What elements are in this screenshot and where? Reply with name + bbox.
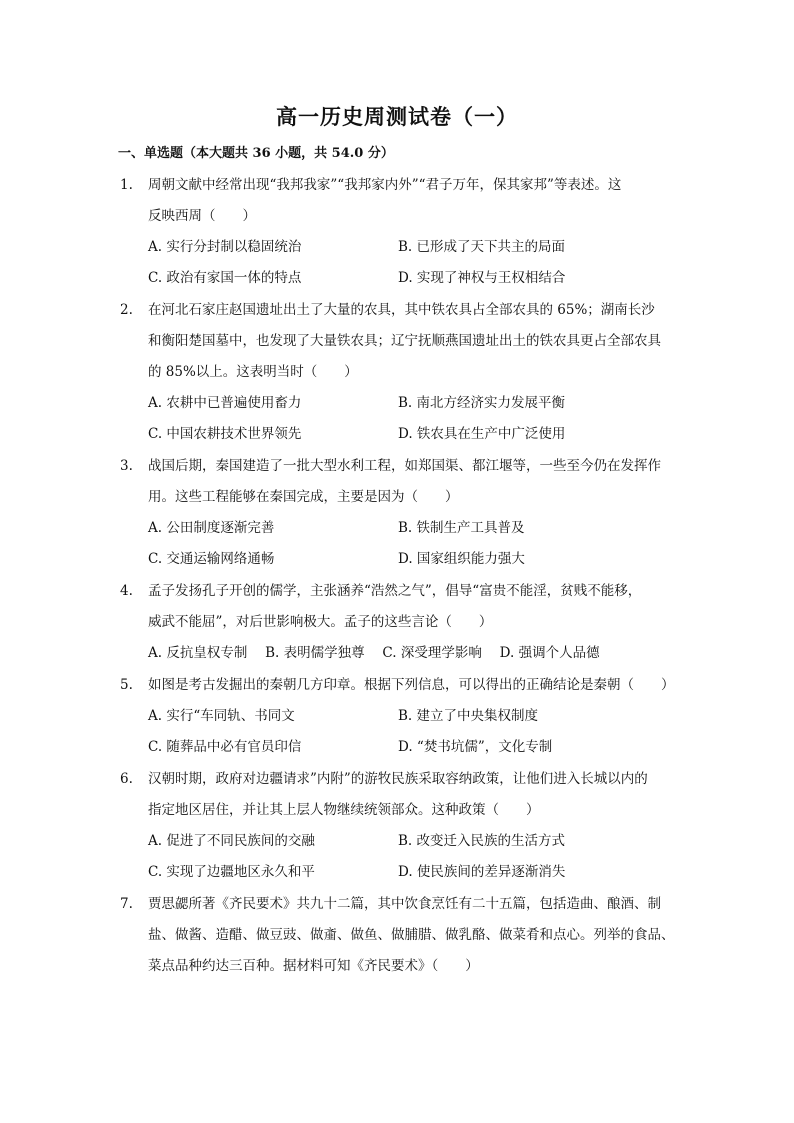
question-stem-line: 菜点品种约达三百种。据材料可知《齐民要术》（ ） [148,958,479,974]
page-title: 高一历史周测试卷（一） [276,104,518,129]
option-b[interactable]: B. 建立了中央集权制度 [398,708,539,724]
question-stem-line: 指定地区居住，并让其上层人物继续统领部众。这种政策（ ） [148,802,540,818]
question-number: 1. [120,177,133,193]
question-stem-line: 孟子发扬孔子开创的儒学，主张涵养“浩然之气”，倡导“富贵不能淫，贫贱不能移， [148,583,642,599]
option-b[interactable]: B. 铁制生产工具普及 [398,520,525,536]
question-stem-line: 反映西周（ ） [148,208,256,224]
question-number: 5. [120,677,133,693]
option-b[interactable]: B. 改变迁入民族的生活方式 [398,833,566,849]
option-b[interactable]: B. 已形成了天下共主的局面 [398,239,566,255]
option-c[interactable]: C. 实现了边疆地区永久和平 [148,864,315,880]
option-a[interactable]: A. 促进了不同民族间的交融 [148,833,315,849]
question-stem-line: 在河北石家庄赵国遗址出土了大量的农具，其中铁农具占全部农具的 65%；湖南长沙 [148,302,655,318]
question-stem-line: 如图是考古发掘出的秦朝几方印章。根据下列信息，可以得出的正确结论是秦朝（ ） [148,677,675,693]
option-a[interactable]: A. 农耕中已普遍使用畜力 [148,395,302,411]
question-number: 6. [120,771,133,787]
question-stem-line: 的 85%以上。这表明当时（ ） [148,364,358,380]
question-number: 3. [120,458,133,474]
option-c[interactable]: C. 随葬品中必有官员印信 [148,739,302,755]
option-a[interactable]: A. 实行分封制以稳固统治 [148,239,302,255]
question-stem-line: 战国后期，秦国建造了一批大型水利工程，如郑国渠、都江堰等，一些至今仍在发挥作 [148,458,661,474]
question-stem-line: 汉朝时期，政府对边疆请求”内附”的游牧民族采取容纳政策，让他们进入长城以内的 [148,771,648,787]
option-c[interactable]: C. 政治有家国一体的特点 [148,270,302,286]
option-d[interactable]: D. 使民族间的差异逐渐消失 [398,864,566,880]
option-c[interactable]: C. 中国农耕技术世界领先 [148,426,302,442]
question-stem-line: 周朝文献中经常出现“我邦我家”“我邦家内外”“君子万年，保其家邦”等表述。这 [148,177,622,193]
question-number: 7. [120,896,133,912]
question-stem-line: 盐、做酱、造醋、做豆豉、做齑、做鱼、做脯腊、做乳酪、做菜肴和点心。列举的食品、 [148,927,675,943]
option-a[interactable]: A. 实行“车同轨、书同文 [148,708,295,724]
question-number: 2. [120,302,133,318]
option-c[interactable]: C. 交通运输网络通畅 [148,551,275,567]
option-d[interactable]: D. 铁农具在生产中广泛使用 [398,426,566,442]
question-number: 4. [120,583,133,599]
question-stem-line: 贾思勰所著《齐民要术》共九十二篇，其中饮食烹饪有二十五篇，包括造曲、酿酒、制 [148,896,661,912]
option-d[interactable]: D. 实现了神权与王权相结合 [398,270,566,286]
option-b[interactable]: B. 南北方经济实力发展平衡 [398,395,566,411]
option-d[interactable]: D. “焚书坑儒”，文化专制 [398,739,553,755]
options-inline[interactable]: A. 反抗皇权专制 B. 表明儒学独尊 C. 深受理学影响 D. 强调个人品德 [148,645,600,661]
question-stem-line: 威武不能屈”，对后世影响极大。孟子的这些言论（ ） [148,614,493,630]
question-stem-line: 和衡阳楚国墓中，也发现了大量铁农具；辽宁抚顺燕国遗址出土的铁农具更占全部农具 [148,333,661,349]
option-d[interactable]: D. 国家组织能力强大 [398,551,525,567]
option-a[interactable]: A. 公田制度逐渐完善 [148,520,275,536]
question-stem-line: 用。这些工程能够在秦国完成，主要是因为（ ） [148,489,459,505]
section-heading: 一、单选题（本大题共 36 小题，共 54.0 分） [118,146,394,161]
